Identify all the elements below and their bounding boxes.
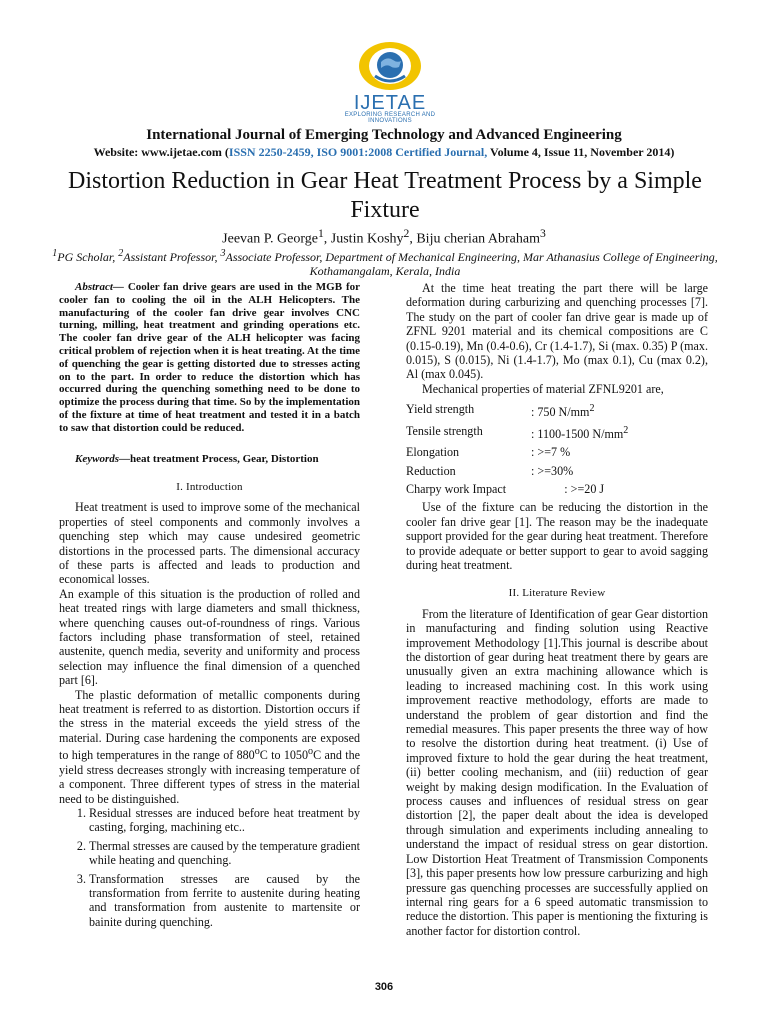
author-name: Biju cherian Abraham (416, 231, 540, 247)
property-value: : >=7 % (531, 445, 571, 460)
unit-sup: 2 (589, 403, 595, 415)
right-paragraph-3: Use of the fixture can be reducing the distortion in the cooler fan drive gear [1]. The reason may be the inadequate support provided for the gear during heat treatment. Therefore to provide adequate or better support to gear to avoid sagging during heat treatment. (406, 500, 708, 572)
property-value (531, 400, 628, 421)
author-sup: 3 (539, 227, 546, 240)
property-name: Yield strength (406, 402, 475, 417)
intro-paragraph-2: An example of this situation is the production of rolled and heat treated rings with large diameters and small thickness, where quenching causes out-of-roundness of rings. Various factors including phase transformation of steel, retained austenite, quench media, severity and uniformity and process selection may influence the final dimension of a quenched part [6]. (59, 586, 360, 688)
p3-part-b: C to 1050 (259, 748, 309, 763)
property-value: : >=20 J (531, 481, 605, 496)
mechanical-properties-table (406, 400, 628, 498)
degree-sup: o (308, 746, 314, 758)
journal-website-line (0, 145, 768, 160)
author-sup: 2 (403, 227, 410, 240)
author-name: Justin Koshy (330, 231, 404, 247)
volume-issue: Volume 4, Issue 11, November 2014) (487, 145, 675, 159)
section-heading-literature-review: II. Literature Review (508, 587, 606, 600)
degree-sup: o (254, 746, 260, 758)
journal-logo (340, 40, 440, 124)
property-value: : >=30% (531, 463, 574, 478)
section-heading-introduction: I. Introduction (176, 480, 243, 493)
abstract-label: Abstract— (75, 281, 124, 293)
keywords-text: —heat treatment Process, Gear, Distortion (119, 452, 319, 465)
website-prefix: Website: www.ijetae.com ( (93, 145, 229, 159)
globe-hand-icon (355, 40, 425, 98)
affil-text: Assistant Professor, (123, 250, 221, 264)
keywords-label: Keywords (75, 452, 119, 465)
table-row (406, 422, 628, 443)
stress-types-list (59, 806, 360, 929)
p3-part-c: C and the yield stress decreases strongly with increasing temperature of a component. Three different types of stress in the material need to be distinguished. (59, 748, 360, 806)
abstract-text: Cooler fan drive gears are used in the MGB for cooler fan to cooling the oil in the ALH Helicopters. The manufacturing of the cooler fan drive gear involves CNC turning, milling, heat treatment and grinding operations etc. The cooler fan drive gear of the ALH helicopter was facing critical problem of rejection when it is heat treating. At the time of quenching the gear is getting distorted due to stresses acting on to the part. In order to reduce the distortion which has occurred during the quenching something need to be done to optimize the process during that time. So by the implementation of the fixture at time of heat treatment and tested it in a batch to saw that distortion could be reduced. (59, 281, 360, 434)
p3-part-a: The plastic deformation of metallic components during heat treatment is referred to as distortion. Distortion occurs if the stress in the material exceeds the yield stress of the material. During case hardening the components are exposed to high temperatures in the range of 880 (59, 687, 360, 763)
intro-paragraph-1: Heat treatment is used to improve some of the mechanical properties of steel components and commonly involves a quenching step which may cause undesired geometric distortions in the processed parts. The dimensional accuracy of these parts is affected and leads to production and economical losses. (59, 500, 360, 587)
property-value (531, 422, 628, 443)
table-row (406, 480, 628, 498)
literature-paragraph: From the literature of Identification of gear Gear distortion in manufacturing and finding solution using Reactive improvement Methodology [1].This journal is describe about the distortion of gear during heat treatment there by gears are unusually given an extra machining allowance which is leading to increased machining cost. In this work using improvement reactive methodology, efforts are made to understand the problem of gear distortion and find the remedial measures. This paper presents the three way of how to resolve the distortion during heat treatment. (i) Use of improved fixture to hold the gear during the heat treatment, (ii) better cooling mechanism, and (iii) reduction of gear weight by making design modification. In the Evaluation of process causes and influences of residual stress on gear distortion [2], the paper dealt about the idea is developed through simulation and experiments including annealing to understand the impact of residual stress on gear distortion. Low Distortion Heat Treatment of Transmission Components [3], this paper presents how low pressure carburizing and high pressure gas quenching processes are successfully applied on internal ring gears for a 6 speed automatic transmission to reduce the distortion. This paper is mentioning the fixturing is another factor for distortion control. (406, 606, 708, 938)
right-paragraph-1: At the time heat treating the part there will be large deformation during carburizing and quenching processes [7]. The study on the part of cooler fan drive gear is made up of ZFNL 9201 material and its chemical compositions are C (0.15-0.19), Mn (0.4-0.6), Cr (1.4-1.7), Si (max. 0.35) P (max. 0.015), S (0.015), Ni (1.4-1.7), Mo (max 0.1), Cu (max 0.2), Al (max 0.045). (406, 281, 708, 382)
right-paragraph-2: Mechanical properties of material ZFNL9201 are, (422, 381, 664, 396)
property-name: Reduction (406, 463, 456, 478)
issn-text: ISSN 2250-2459, ISO 9001:2008 Certified Journal, (228, 145, 488, 159)
affil-sup: 2 (118, 248, 124, 259)
affil-text: Associate Professor, Department of Mechanical Engineering, Mar Athanasius College of Engineering, Kothamangalam, Kerala, India (225, 250, 718, 278)
affil-sup: 3 (220, 248, 226, 259)
logo-name: IJETAE (353, 92, 427, 114)
journal-name: International Journal of Emerging Technology and Advanced Engineering (146, 127, 622, 143)
paper-title: Distortion Reduction in Gear Heat Treatment Process by a Simple Fixture (68, 168, 702, 223)
value-text: : 750 N/mm (531, 405, 590, 420)
value-text: : 1100-1500 N/mm (531, 426, 624, 441)
right-column (406, 281, 708, 938)
intro-paragraph-3 (59, 688, 360, 806)
table-row (406, 443, 628, 461)
logo-tagline: EXPLORING RESEARCH AND INNOVATIONS (344, 112, 436, 124)
property-name: Tensile strength (406, 423, 483, 438)
affil-sup: 1 (52, 248, 58, 259)
author-name: Jeevan P. George (222, 231, 318, 247)
page-number: 306 (374, 981, 394, 993)
property-name: Charpy work Impact (406, 481, 507, 496)
keywords (59, 452, 360, 466)
affil-text: PG Scholar, (57, 250, 119, 264)
abstract (59, 281, 360, 435)
author-list: Jeevan P. George$^1$, Justin Koshy$^2$, Biju cherian Abraham$^3$ (222, 227, 546, 247)
affiliation (40, 247, 730, 278)
property-name: Elongation (406, 445, 460, 460)
table-row (406, 400, 628, 421)
left-column (59, 281, 360, 933)
list-item: 2. Thermal stresses are caused by the temperature gradient while heating and quenching. (89, 839, 360, 868)
unit-sup: 2 (623, 424, 629, 436)
list-item: 3. Transformation stresses are caused by the transformation from ferrite to austenite during heating and transformation from austenite to martensite or bainite during quenching. (89, 872, 360, 930)
list-item: 1. Residual stresses are induced before heat treatment by casting, forging, machining etc.. (89, 806, 360, 835)
table-row (406, 462, 628, 480)
author-sup: 1 (317, 227, 324, 240)
